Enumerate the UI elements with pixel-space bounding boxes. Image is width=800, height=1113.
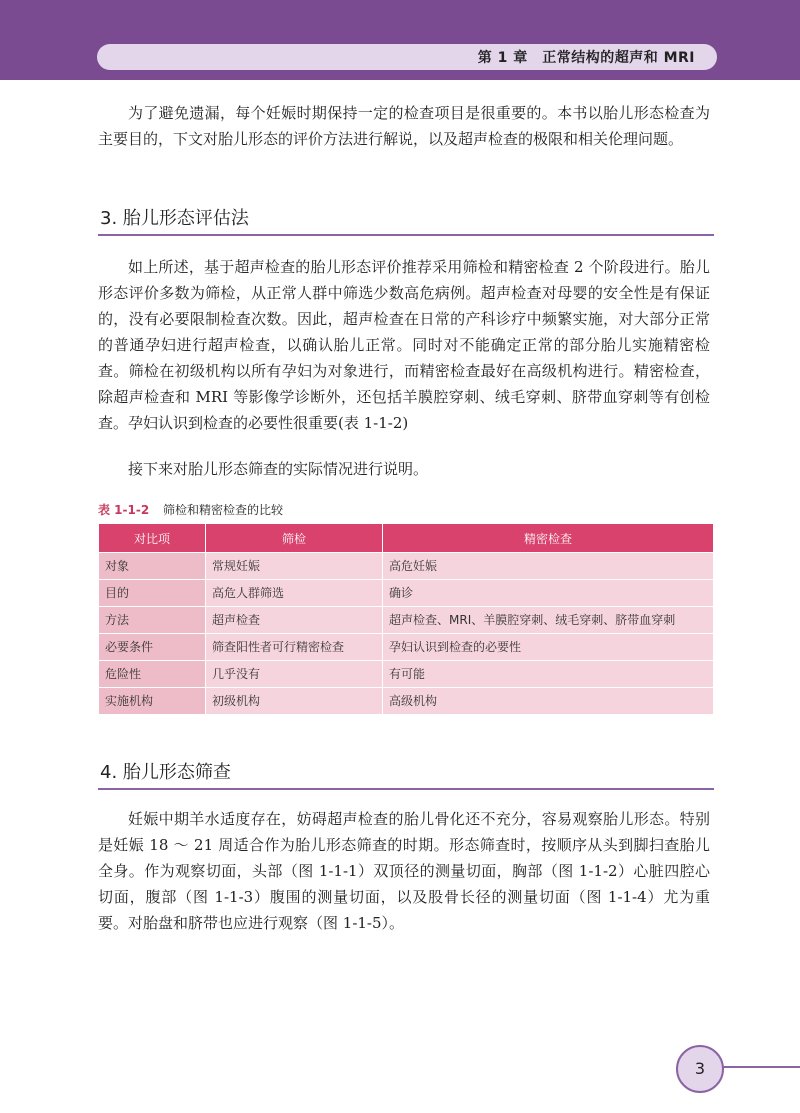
- chapter-title: 第 1 章 正常结构的超声和 MRI: [477, 50, 695, 66]
- comparison-table: [98, 523, 714, 715]
- table-cell: 孕妇认识到检查的必要性: [383, 634, 714, 661]
- table-cell: 超声检查: [206, 607, 383, 634]
- table-header-cell: 精密检查: [383, 524, 714, 553]
- intro-paragraph: 为了避免遗漏，每个妊娠时期保持一定的检查项目是很重要的。本书以胎儿形态检查为主要目的，下文对胎儿形态的评价方法进行解说，以及超声检查的极限和相关伦理问题。: [98, 104, 710, 148]
- table-header-row: [99, 524, 714, 553]
- table-caption-number: 表 1-1-2: [98, 503, 150, 517]
- table-cell: 超声检查、MRI、羊膜腔穿刺、绒毛穿刺、脐带血穿刺: [383, 607, 714, 634]
- table-cell: 必要条件: [99, 634, 206, 661]
- table-row: [99, 580, 714, 607]
- table-cell: 筛查阳性者可行精密检查: [206, 634, 383, 661]
- table-row: [99, 553, 714, 580]
- table-cell: 高危妊娠: [383, 553, 714, 580]
- table-cell: 几乎没有: [206, 661, 383, 688]
- table-cell: 初级机构: [206, 688, 383, 715]
- section-3-paragraph-2: 接下来对胎儿形态筛查的实际情况进行说明。: [128, 460, 429, 478]
- section-4-heading: [98, 754, 714, 790]
- table-cell: 高级机构: [383, 688, 714, 715]
- table-caption-title: 筛检和精密检查的比较: [163, 503, 284, 517]
- table-row: [99, 661, 714, 688]
- section-4-paragraph-1: 妊娠中期羊水适度存在，妨碍超声检查的胎儿骨化还不充分，容易观察胎儿形态。特别是妊娠 18 ～ 21 周适合作为胎儿形态筛查的时期。形态筛查时，按顺序从头到脚扫查胎儿全身。作为观察切面，头部（图 1-1-1）双顶径的测量切面，胸部（图 1-1-2）心脏四腔心切面，腹部（图 1-1-3）腹围的测量切面，以及股骨长径的测量切面（图 1-1-4）尤为重要。对胎盘和脐带也应进行观察（图 1-1-5）。: [98, 810, 710, 932]
- page-number: 3: [676, 1045, 724, 1093]
- table-cell: 目的: [99, 580, 206, 607]
- table-cell: 有可能: [383, 661, 714, 688]
- table-cell: 方法: [99, 607, 206, 634]
- section-3-title: 3. 胎儿形态评估法: [100, 208, 249, 229]
- table-row: [99, 688, 714, 715]
- table-cell: 对象: [99, 553, 206, 580]
- table-cell: 高危人群筛选: [206, 580, 383, 607]
- table-cell: 实施机构: [99, 688, 206, 715]
- chapter-header: [97, 44, 717, 70]
- section-4-title: 4. 胎儿形态筛查: [100, 762, 231, 783]
- section-3-heading: [98, 200, 714, 236]
- table-row: [99, 634, 714, 661]
- section-3-paragraph-1: 如上所述，基于超声检查的胎儿形态评价推荐采用筛检和精密检查 2 个阶段进行。胎儿形态评价多数为筛检，从正常人群中筛选少数高危病例。超声检查对母婴的安全性是有保证的，没有必要限制检查次数。因此，超声检查在日常的产科诊疗中频繁实施，对大部分正常的普通孕妇进行超声检查，以确认胎儿正常。同时对不能确定正常的部分胎儿实施精密检查。筛检在初级机构以所有孕妇为对象进行，而精密检查最好在高级机构进行。精密检查，除超声检查和 MRI 等影像学诊断外，还包括羊膜腔穿刺、绒毛穿刺、脐带血穿刺等有创检查。孕妇认识到检查的必要性很重要(表 1-1-2): [98, 258, 710, 432]
- table-cell: 确诊: [383, 580, 714, 607]
- table-header-cell: 对比项: [99, 524, 206, 553]
- table-row: [99, 607, 714, 634]
- table-caption: [98, 501, 283, 518]
- table-header-cell: 筛检: [206, 524, 383, 553]
- table-cell: 危险性: [99, 661, 206, 688]
- table-cell: 常规妊娠: [206, 553, 383, 580]
